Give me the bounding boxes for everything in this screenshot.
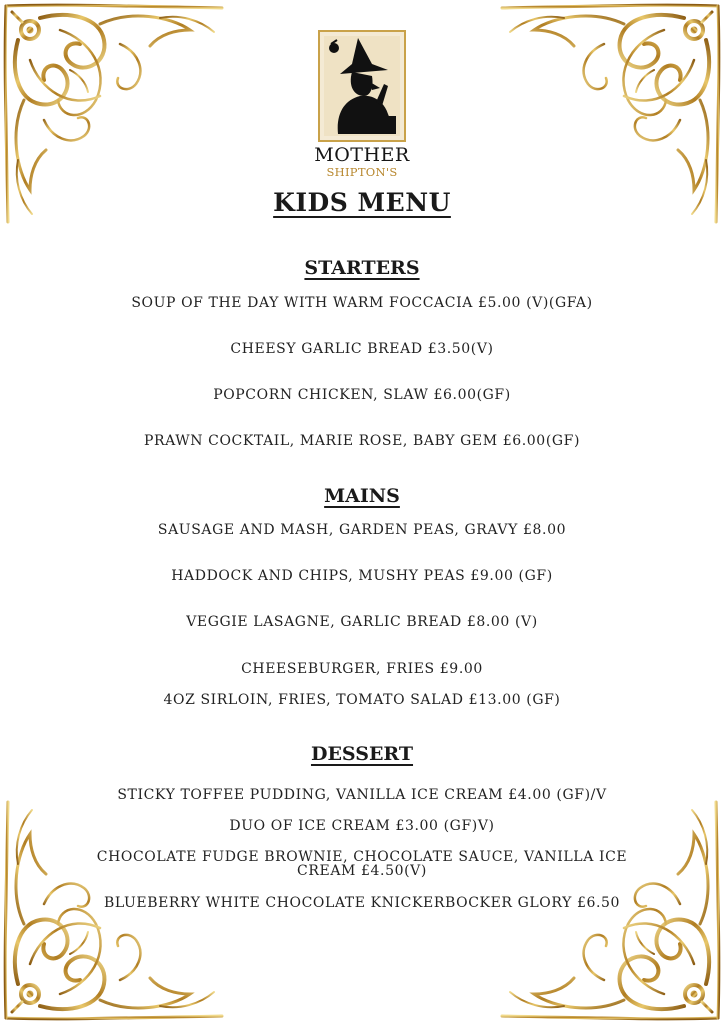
witch-silhouette-icon — [318, 30, 406, 142]
menu-item: POPCORN CHICKEN, SLAW £6.00(GF) — [213, 387, 511, 403]
page-title: KIDS MENU — [273, 188, 451, 217]
menu-item: STICKY TOFFEE PUDDING, VANILLA ICE CREAM £4.00 (GF)/V — [117, 787, 607, 803]
brand-name-mother: MOTHER — [314, 144, 410, 166]
menu-item: PRAWN COCKTAIL, MARIE ROSE, BABY GEM £6.00(GF) — [143, 433, 581, 449]
menu-item: DUO OF ICE CREAM £3.00 (GF)V) — [229, 818, 495, 834]
menu-item: CHOCOLATE FUDGE BROWNIE, CHOCOLATE SAUCE, VANILLA ICE CREAM £4.50(V) — [96, 849, 628, 879]
menu-item: 4OZ SIRLOIN, FRIES, TOMATO SALAD £13.00 (GF) — [163, 692, 561, 708]
menu-item: CHEESY GARLIC BREAD £3.50(V) — [230, 341, 494, 357]
menu-item: BLUEBERRY WHITE CHOCOLATE KNICKERBOCKER GLORY £6.50 — [103, 895, 621, 911]
brand-name-shiptons: SHIPTON'S — [326, 165, 398, 179]
section-heading-dessert: DESSERT — [310, 743, 414, 765]
menu-item: SOUP OF THE DAY WITH WARM FOCCACIA £5.00 (V)(GFA) — [131, 295, 593, 311]
menu-item: VEGGIE LASAGNE, GARLIC BREAD £8.00 (V) — [186, 614, 538, 630]
section-heading-mains: MAINS — [324, 485, 400, 507]
section-heading-starters: STARTERS — [304, 257, 420, 279]
brand-logo — [312, 28, 412, 178]
menu-item: HADDOCK AND CHIPS, MUSHY PEAS £9.00 (GF) — [171, 568, 553, 584]
menu-item: CHEESEBURGER, FRIES £9.00 — [241, 661, 483, 677]
menu-item: SAUSAGE AND MASH, GARDEN PEAS, GRAVY £8.00 — [157, 522, 567, 538]
